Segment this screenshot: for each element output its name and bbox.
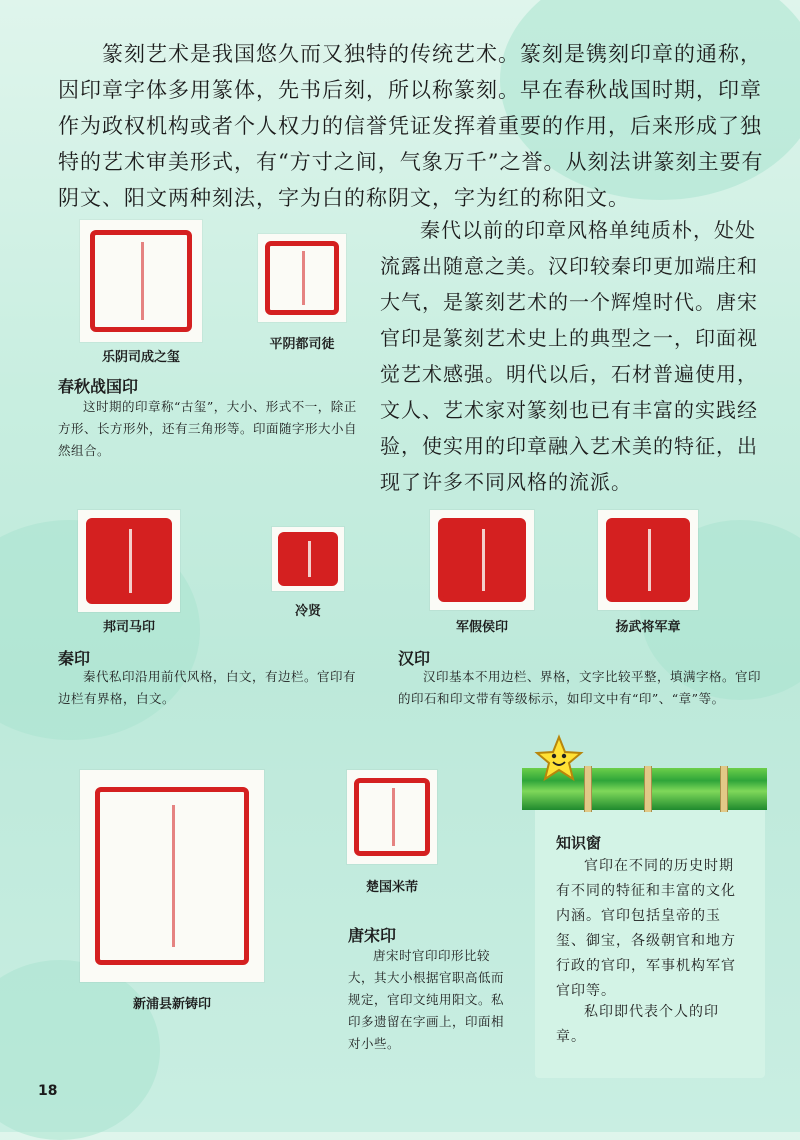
tangsong-body: 唐宋时官印印形比较大，其大小根据官职高低而规定，官印文纯用阳文。私印多遗留在字画上，印面相对小些。 (348, 948, 505, 1051)
seal-xinpu-image (80, 770, 264, 982)
tangsong-title: 唐宋印 (348, 926, 397, 945)
seal-xinpu-caption: 新浦县新铸印 (132, 997, 211, 1012)
seal-stamp (438, 518, 525, 602)
han-title: 汉印 (398, 649, 431, 668)
han-body: 汉印基本不用边栏、界格，文字比较平整，填满字格。官印的印石和印文带有等级标示，如印文中有“印”、“章”等。 (398, 669, 762, 706)
seal-junjia-image (430, 510, 534, 610)
qin-title: 秦印 (58, 649, 91, 668)
seal-stamp (90, 230, 192, 332)
seal-stamp (86, 518, 172, 604)
seal-chuguo-image (347, 770, 437, 864)
seal-yangwu-image (598, 510, 698, 610)
bamboo-tie (584, 766, 592, 812)
chunqiu-title: 春秋战国印 (58, 377, 139, 396)
knowledge-para-2: 私印即代表个人的印章。 (556, 1004, 719, 1045)
knowledge-para-1: 官印在不同的历史时期有不同的特征和丰富的文化内涵。官印包括皇帝的玉玺、御宝，各级朝官和地方行政的官印，军事机构军官官印等。 (556, 858, 736, 999)
bamboo-tie (644, 766, 652, 812)
bamboo-tie (720, 766, 728, 812)
seal-stamp (265, 241, 339, 315)
chunqiu-body: 这时期的印章称“古玺”，大小、形式不一，除正方形、长方形外，还有三角形等。印面随字形大小自然组合。 (58, 399, 358, 458)
seal-pingyin-caption: 平阴都司徒 (269, 337, 335, 352)
seal-leyin-image (80, 220, 202, 342)
seal-chuguo-caption: 楚国米芾 (365, 880, 418, 895)
smiling-star-icon (534, 734, 584, 784)
seal-yangwu-caption: 扬武将军章 (615, 620, 681, 635)
seal-stamp (95, 787, 250, 965)
seal-lengxian-image (272, 527, 344, 591)
qin-body: 秦代私印沿用前代风格，白文，有边栏。官印有边栏有界格，白文。 (58, 669, 357, 706)
knowledge-title: 知识窗 (556, 834, 602, 852)
page-number: 18 (38, 1083, 58, 1099)
history-paragraph: 秦代以前的印章风格单纯质朴，处处流露出随意之美。汉印较秦印更加端庄和大气，是篆刻艺术的一个辉煌时代。唐宋官印是篆刻艺术史上的典型之一，印面视觉艺术感强。明代以后，石材普遍使用，文人、艺术家对篆刻也已有丰富的实践经验，使实用的印章融入艺术美的特征，出现了许多不同风格的流派。 (380, 218, 758, 494)
seal-stamp (278, 532, 338, 586)
seal-bangsi-caption: 邦司马印 (102, 620, 155, 635)
seal-junjia-caption: 军假侯印 (455, 620, 508, 635)
seal-leyin-caption: 乐阴司成之玺 (101, 350, 180, 365)
seal-lengxian-caption: 冷贤 (294, 604, 321, 619)
intro-paragraph: 篆刻艺术是我国悠久而又独特的传统艺术。篆刻是镌刻印章的通称，因印章字体多用篆体，先书后刻，所以称篆刻。早在春秋战国时期，印章作为政权机构或者个人权力的信誉凭证发挥着重要的作用，后来形成了独特的艺术审美形式，有“方寸之间，气象万千”之誉。从刻法讲篆刻主要有阴文、阳文两种刻法，字为白的称阴文，字为红的称阳文。 (58, 42, 764, 210)
seal-stamp (354, 778, 430, 857)
seal-bangsi-image (78, 510, 180, 612)
background-blob (0, 960, 160, 1140)
seal-stamp (606, 518, 690, 602)
seal-pingyin-image (258, 234, 346, 322)
